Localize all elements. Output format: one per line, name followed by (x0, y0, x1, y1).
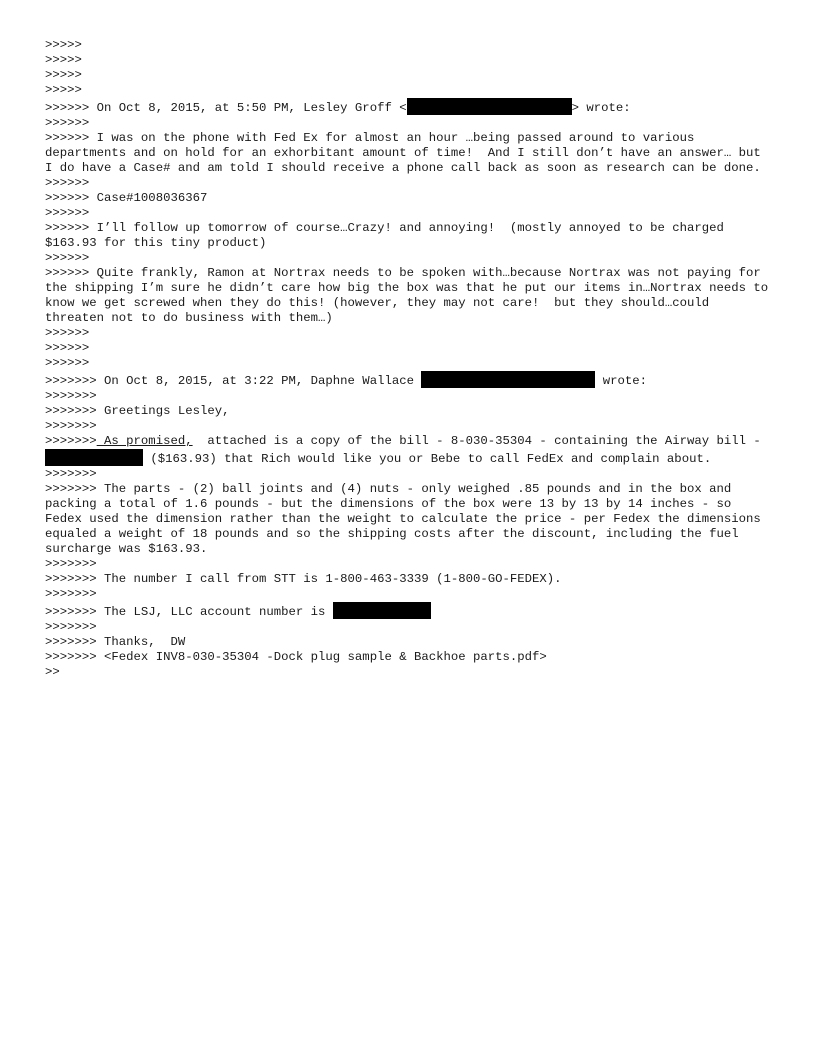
daphne-header-text: >>>>>>> On Oct 8, 2015, at 3:22 PM, Daphne Wallace (45, 374, 422, 388)
quote-line: >>>>>>> (45, 587, 97, 601)
quote-line: >>>>>> (45, 341, 90, 355)
lesley-header-line (45, 98, 773, 116)
quote-line: >>>>> (45, 38, 82, 52)
bill-paragraph-text: attached is a copy of the bill - 8-030-35304 - containing the Airway bill - (192, 434, 769, 448)
parts-paragraph: >>>>>>> The parts - (2) ball joints and (4) nuts - only weighed .85 pounds and in the box and packing a total of 1.6 pounds - but the dimensions of the box were 13 by 13 by 14 inches - so Fedex used the dimension rather than the weight to calculate the price - per Fedex the dimensions equaled a weight of 18 pounds and so the shipping costs after the discount, including the fuel surcharge was $163.93. (45, 482, 769, 556)
quote-line: >>>>>> (45, 251, 90, 265)
account-number-text: >>>>>>> The LSJ, LLC account number is (45, 605, 333, 619)
lesley-paragraph-3: >>>>>> Quite frankly, Ramon at Nortrax needs to be spoken with…because Nortrax was not paying for the shipping I’m sure he didn’t care how big the box was that he put our items in…Nortrax needs to know we get screwed when they do this! (however, they may not care! but they should…could threaten not to do business with them…) (45, 266, 776, 325)
quote-line: >> (45, 665, 60, 679)
quote-line: >>>>>> (45, 206, 90, 220)
as-promised-text: As promised, (96, 434, 193, 448)
quote-line: >>>>> (45, 68, 82, 82)
quote-line: >>>>>> (45, 326, 90, 340)
signoff-line: >>>>>>> Thanks, DW (45, 635, 186, 649)
redacted-email-block (421, 371, 595, 388)
redacted-account-block (333, 602, 431, 619)
quote-line: >>>>>>> (45, 467, 97, 481)
attachment-line: >>>>>>> <Fedex INV8-030-35304 -Dock plug sample & Backhoe parts.pdf> (45, 650, 547, 664)
quote-line: >>>>>>> (45, 419, 97, 433)
account-number-line (45, 602, 773, 620)
redacted-airway-bill-block (45, 449, 143, 466)
email-body (45, 38, 776, 680)
lesley-header-wrote: > wrote: (571, 101, 631, 115)
quote-line: >>>>>>> (45, 557, 97, 571)
quote-line: >>>>>>> (45, 389, 97, 403)
phone-number-line: >>>>>>> The number I call from STT is 1-800-463-3339 (1-800-GO-FEDEX). (45, 572, 562, 586)
lesley-paragraph-1: >>>>>> I was on the phone with Fed Ex for almost an hour …being passed around to various departments and on hold for an exhorbitant amount of time! And I still don’t have an answer… but I do have a Case# and am told I should receive a phone call back as soon as research can be done. (45, 131, 776, 175)
quote-line: >>>>>>> (45, 620, 97, 634)
lesley-header-text: >>>>>> On Oct 8, 2015, at 5:50 PM, Lesley Groff < (45, 101, 407, 115)
redacted-email-block (407, 98, 572, 115)
daphne-header-line (45, 371, 773, 389)
daphne-header-wrote: wrote: (595, 374, 648, 388)
bill-paragraph (45, 434, 773, 467)
lesley-paragraph-2: >>>>>> I’ll follow up tomorrow of course…Crazy! and annoying! (mostly annoyed to be charged $163.93 for this tiny product) (45, 221, 732, 250)
greeting-line: >>>>>>> Greetings Lesley, (45, 404, 230, 418)
quote-line: >>>>> (45, 83, 82, 97)
quote-line: >>>>> (45, 53, 82, 67)
bill-paragraph-end: ($163.93) that Rich would like you or Bebe to call FedEx and complain about. (143, 452, 712, 466)
quote-line: >>>>>> (45, 176, 90, 190)
quote-line: >>>>>> (45, 116, 90, 130)
bill-paragraph-prefix: >>>>>>> (45, 434, 97, 448)
quote-line: >>>>>> (45, 356, 90, 370)
case-number-line: >>>>>> Case#1008036367 (45, 191, 208, 205)
